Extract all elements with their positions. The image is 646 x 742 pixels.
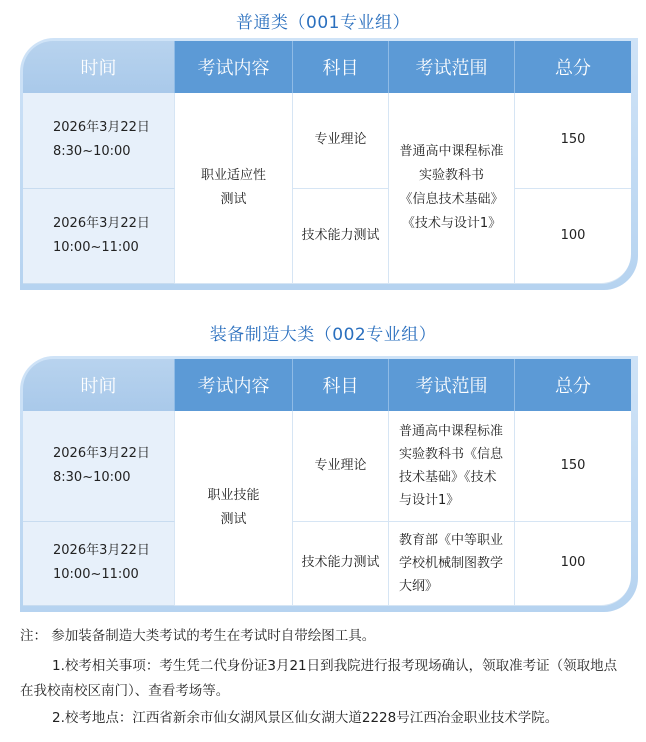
note-drawing-tools: 注： 参加装备制造大类考试的考生在考试时自带绘图工具。 <box>20 628 376 644</box>
table-row <box>23 93 631 189</box>
exam-date: 2026年3月22日 <box>53 445 150 461</box>
note-exam-matters: 1.校考相关事项：考生凭二代身份证3月21日到我院进行报考现场确认，领取准考证（领取地点在我校南校区南门）、查看考场等。 <box>20 658 618 699</box>
header-scope: 考试范围 <box>389 359 515 411</box>
scope-cell <box>389 93 515 284</box>
table-row <box>23 522 631 606</box>
table-row <box>23 189 631 285</box>
scope-line: 实验教科书《信息 <box>399 446 504 462</box>
score-cell: 100 <box>515 522 631 606</box>
exam-schedule-card <box>20 356 638 612</box>
content-cell <box>175 93 293 284</box>
subject-cell: 技术能力测试 <box>293 189 389 285</box>
subject-cell: 专业理论 <box>293 93 389 189</box>
time-cell <box>23 411 175 522</box>
time-cell <box>23 189 175 285</box>
table-header-row <box>23 359 631 411</box>
exam-date: 2026年3月22日 <box>53 215 150 231</box>
score-cell: 150 <box>515 93 631 189</box>
exam-time: 10:00~11:00 <box>53 239 139 255</box>
score-cell: 150 <box>515 411 631 522</box>
scope-line: 学校机械制图教学 <box>399 555 504 571</box>
table-header-row <box>23 41 631 93</box>
exam-schedule-table <box>23 41 631 284</box>
header-subject: 科目 <box>293 359 389 411</box>
scope-line: 《技术与设计1》 <box>401 216 502 231</box>
subject-cell: 专业理论 <box>293 411 389 522</box>
section-title: 普通类（001专业组） <box>236 13 410 33</box>
header-content: 考试内容 <box>175 359 293 411</box>
header-scope: 考试范围 <box>389 41 515 93</box>
exam-time: 10:00~11:00 <box>53 567 139 583</box>
content-line: 职业技能 <box>207 488 260 503</box>
subject-cell: 技术能力测试 <box>293 522 389 606</box>
exam-date: 2026年3月22日 <box>53 120 150 136</box>
exam-time: 8:30~10:00 <box>53 469 131 485</box>
header-time: 时间 <box>23 41 175 93</box>
header-time: 时间 <box>23 359 175 411</box>
header-content: 考试内容 <box>175 41 293 93</box>
exam-date: 2026年3月22日 <box>53 543 150 559</box>
content-line: 测试 <box>220 192 247 207</box>
scope-cell <box>389 522 515 606</box>
scope-line: 《信息技术基础》 <box>399 192 504 207</box>
scope-line: 技术基础》《技术 <box>399 469 497 485</box>
exam-schedule-card <box>20 38 638 290</box>
scope-cell <box>389 411 515 522</box>
score-cell: 100 <box>515 189 631 285</box>
section-title: 装备制造大类（002专业组） <box>209 325 437 345</box>
scope-line: 实验教科书 <box>418 168 484 183</box>
content-line: 职业适应性 <box>200 168 266 183</box>
scope-line: 教育部《中等职业 <box>399 532 504 548</box>
time-cell <box>23 522 175 606</box>
exam-schedule-table <box>23 359 631 606</box>
header-score: 总分 <box>515 41 631 93</box>
note-exam-location: 2.校考地点：江西省新余市仙女湖风景区仙女湖大道2228号江西冶金职业技术学院。 <box>52 710 559 726</box>
content-line: 测试 <box>220 512 247 527</box>
scope-line: 普通高中课程标准 <box>399 144 504 159</box>
header-subject: 科目 <box>293 41 389 93</box>
scope-line: 大纲》 <box>399 578 439 594</box>
scope-line: 与设计1》 <box>399 492 460 508</box>
scope-line: 普通高中课程标准 <box>399 423 504 439</box>
time-cell <box>23 93 175 189</box>
header-score: 总分 <box>515 359 631 411</box>
content-cell <box>175 411 293 606</box>
table-row <box>23 411 631 522</box>
exam-time: 8:30~10:00 <box>53 144 131 160</box>
